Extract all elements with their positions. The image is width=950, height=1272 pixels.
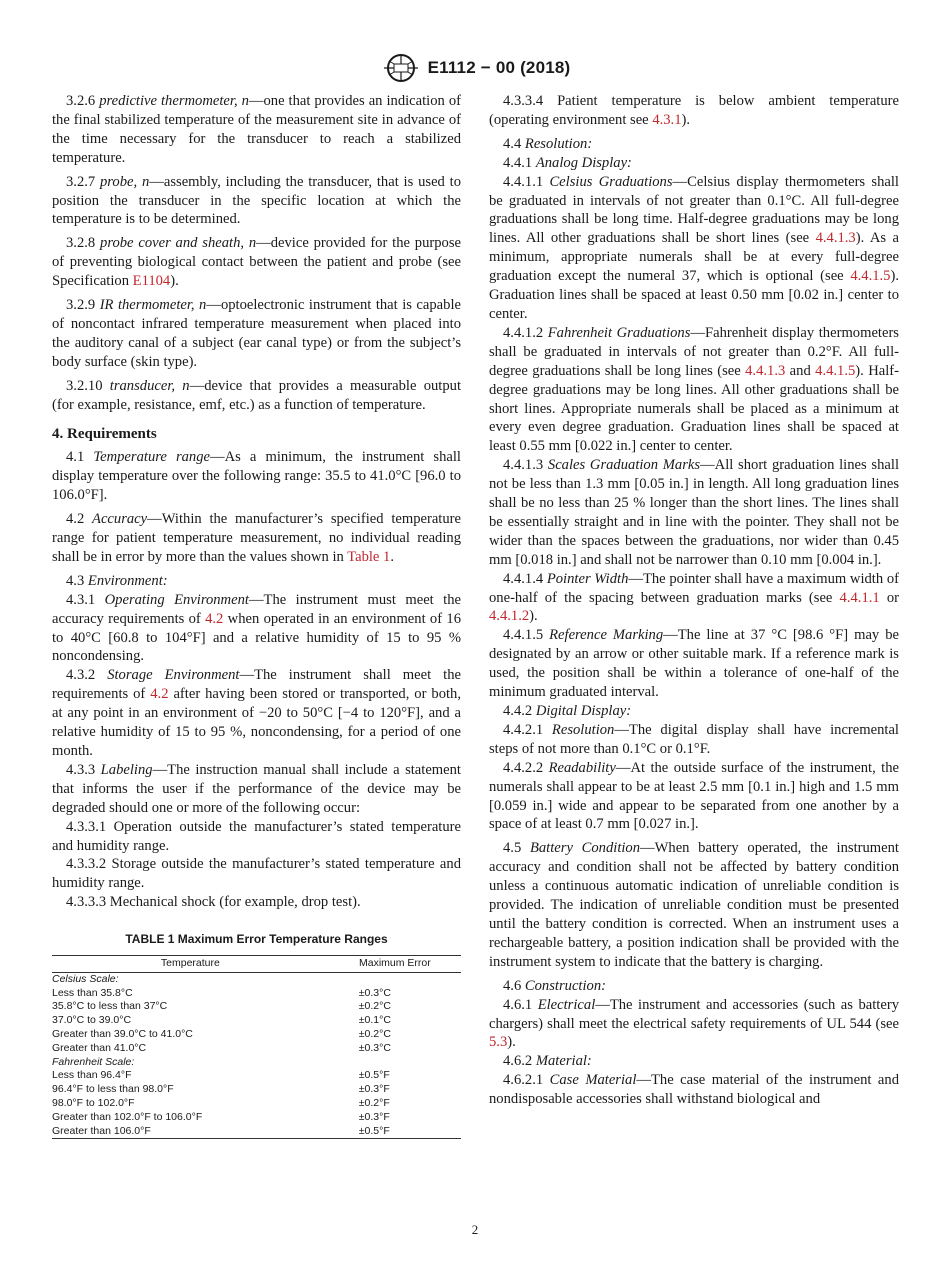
section-4-4-1-1: 4.4.1.1 Celsius Graduations—Celsius display thermometers shall be graduated in intervals of not greater than 0.1°C. All full-degree graduations shall be long time. Half-degree graduations may be long lines. All other graduations shall be short lines (see 4.4.1.3). As a minimum, appropriate numerals shall be at every full-degree graduation except the numeral 37, which is optional (see 4.4.1.5). Graduation lines shall be spaced at least 0.50 mm [0.02 in.] center to center. — [489, 173, 899, 322]
celsius-scale-label: Celsius Scale: — [52, 972, 119, 985]
max-error-table — [52, 955, 461, 1139]
section-4-4-1-5: 4.4.1.5 Reference Marking—The line at 37 °C [98.6 °F] may be designated by an arrow or other suitable mark. If a reference mark is used, the position shall be within a tolerance of one-half of the minimum graduated interval. — [489, 627, 899, 701]
ref-link-table-1[interactable]: Table 1 — [347, 548, 391, 565]
table-1-title: TABLE 1 Maximum Error Temperature Ranges — [125, 932, 388, 947]
section-4-6-2: 4.6.2 Material: — [503, 1053, 592, 1070]
ref-link-4-4-1-5[interactable]: 4.4.1.5 — [815, 362, 856, 379]
ref-link-4-4-1-5[interactable]: 4.4.1.5 — [850, 268, 891, 285]
ref-link-4-2[interactable]: 4.2 — [205, 610, 224, 627]
section-4-3-2: 4.3.2 Storage Environment—The instrument shall meet the requirements of 4.2 after having been stored or transported, or both, at any point in an environment of −20 to 50°C [−4 to 120°F], and a relative humidity of 15 to 95 %, noncondensing, for a period of one month. — [52, 667, 461, 759]
table-row: Less than 35.8°C ±0.3°C — [52, 986, 391, 999]
page-header — [0, 52, 950, 84]
section-4-4-1: 4.4.1 Analog Display: — [503, 154, 632, 171]
section-4-3-3: 4.3.3 Labeling—The instruction manual shall include a statement that informs the user if the performance of the device may be degraded should one or more of the following occur: — [52, 761, 461, 816]
section-4-3-1: 4.3.1 Operating Environment—The instrument must meet the accuracy requirements of 4.2 when operated in an environment of 16 to 40°C [60.8 to 104°F] and a relative humidity of 15 to 95 % noncondensing. — [52, 591, 462, 665]
section-3-2-6: 3.2.6 predictive thermometer, n—one that provides an indication of the final stabilized temperature of the measurement site in advance of the time necessary for the transducer to reach a stabilized temperature. — [52, 93, 461, 166]
section-4-4-1-2: 4.4.1.2 Fahrenheit Graduations—Fahrenheit display thermometers shall be graduated in intervals of not greater than 0.2°F. All full-degree graduations shall be long lines (see 4.4.1.3 and 4.4.1.5). Half-degree graduations may be long lines. All other graduations shall be short lines. Appropriate numerals shall be placed as a minimum at every even degree graduation. Graduation lines shall be spaced at least 0.55 mm [0.022 in.] center to center. — [489, 324, 899, 455]
section-4-6-1: 4.6.1 Electrical—The instrument and accessories (such as battery chargers) shall meet the electrical safety requirements of UL 544 (see 5.3). — [489, 996, 899, 1051]
section-4-3-3-1: 4.3.3.1 Operation outside the manufacturer’s stated temperature and humidity range. — [52, 818, 461, 854]
ref-link-4-3-1[interactable]: 4.3.1 — [652, 111, 682, 128]
section-3-2-9: 3.2.9 IR thermometer, n—optoelectronic instrument that is capable of noncontact infrared temperature measurement when placed into the auditory canal of a subject (ear canal type) or from the subject’s body surface (skin type). — [52, 297, 461, 370]
section-4-6-2-1: 4.6.2.1 Case Material—The case material of the instrument and nondisposable accessories shall withstand biological and — [489, 1072, 899, 1108]
section-4-3: 4.3 Environment: — [66, 572, 168, 589]
table-row: Greater than 102.0°F to 106.0°F ±0.3°F — [52, 1110, 390, 1123]
page-number: 2 — [471, 1222, 479, 1237]
table-row: 35.8°C to less than 37°C ±0.2°C — [52, 1000, 391, 1013]
section-4-6: 4.6 Construction: — [503, 977, 606, 994]
section-4-4-1-4: 4.4.1.4 Pointer Width—The pointer shall have a maximum width of one-half of the spacing between graduation marks (see 4.4.1.1 or 4.4.1.2). — [489, 570, 900, 625]
section-3-2-8: 3.2.8 probe cover and sheath, n—device provided for the purpose of preventing biological contact between the patient and probe (see Specification E1104). — [52, 235, 462, 290]
section-4-4-2: 4.4.2 Digital Display: — [503, 703, 632, 719]
table-row: 98.0°F to 102.0°F ±0.2°F — [52, 1097, 390, 1110]
section-4-2: 4.2 Accuracy—Within the manufacturer’s specified temperature range for patient temperature measurement, no individual reading shall be in error by more than the values shown in Table 1. — [52, 511, 461, 565]
requirements-heading: 4. Requirements — [52, 425, 157, 442]
astm-logo-icon — [380, 52, 422, 84]
section-4-3-3-4: 4.3.3.4 Patient temperature is below ambient temperature (operating environment see 4.3.1). — [489, 93, 899, 128]
table-row: Greater than 39.0°C to 41.0°C ±0.2°C — [52, 1028, 391, 1041]
right-column — [489, 92, 899, 1109]
col-header-max-error: Maximum Error — [329, 956, 461, 973]
section-3-2-7: 3.2.7 probe, n—assembly, including the transducer, that is used to position the transducer in the specific location at which the temperature is to be determined. — [52, 173, 461, 228]
section-4-4: 4.4 Resolution: — [503, 135, 593, 152]
col-header-temperature: Temperature — [52, 956, 329, 973]
ref-link-4-4-1-3[interactable]: 4.4.1.3 — [815, 230, 856, 247]
table-row: Less than 96.4°F ±0.5°F — [52, 1069, 390, 1082]
ref-link-4-4-1-2[interactable]: 4.4.1.2 — [489, 608, 530, 625]
table-row: Greater than 106.0°F ±0.5°F — [52, 1125, 461, 1139]
fahrenheit-scale-label: Fahrenheit Scale: — [52, 1055, 135, 1068]
ref-link-4-2[interactable]: 4.2 — [150, 686, 169, 703]
ref-link-4-4-1-3[interactable]: 4.4.1.3 — [745, 362, 786, 379]
section-4-1: 4.1 Temperature range—As a minimum, the instrument shall display temperature over the following range: 35.5 to 41.0°C [96.0 to 106.0°F]. — [52, 449, 461, 504]
left-column — [52, 92, 461, 1139]
table-row: 96.4°F to less than 98.0°F ±0.3°F — [52, 1083, 390, 1096]
ref-link-e1104[interactable]: E1104 — [132, 273, 171, 290]
table-row: Greater than 41.0°C ±0.3°C — [52, 1041, 391, 1054]
ref-link-4-4-1-1[interactable]: 4.4.1.1 — [839, 589, 880, 606]
section-3-2-10: 3.2.10 transducer, n—device that provides a measurable output (for example, resistance, emf, etc.) as a function of temperature. — [52, 377, 461, 413]
section-4-5: 4.5 Battery Condition—When battery operated, the instrument accuracy and condition shall not be affected by battery condition unless a continuous automatic indication of unreliable condition is provided. The indication of unreliable condition must be presented until the battery condition is corrected. When an instrument uses a rechargeable battery, a position indication shall be provided with the instrument system to indicate that the battery is charging. — [489, 840, 899, 970]
section-4-3-3-3: 4.3.3.3 Mechanical shock (for example, drop test). — [66, 894, 361, 911]
table-row: 37.0°C to 39.0°C ±0.1°C — [52, 1014, 391, 1027]
document-id: E1112 − 00 (2018) — [427, 58, 571, 77]
section-4-4-2-1: 4.4.2.1 Resolution—The digital display shall have incremental steps of not more than 0.1°C or 0.1°F. — [489, 721, 899, 757]
section-4-3-3-2: 4.3.3.2 Storage outside the manufacturer’s stated temperature and humidity range. — [52, 856, 462, 892]
ref-link-5-3[interactable]: 5.3 — [489, 1034, 508, 1051]
section-4-4-2-2: 4.4.2.2 Readability—At the outside surface of the instrument, the numerals shall appear to be at least 2.5 mm [0.1 in.] high and 1.5 mm [0.059 in.] wide and appear to be separated from one another by a space of at least 0.7 mm [0.027 in.]. — [489, 759, 899, 833]
section-4-4-1-3: 4.4.1.3 Scales Graduation Marks—All short graduation lines shall not be less than 1.3 mm [0.05 in.] in length. All long graduation lines shall be no less than 25 % longer than the short lines. The lines shall be essentially straight and in line with the pointer. They shall not be wider than the spaces between the graduations, nor wider than 0.45 mm [0.018 in.] and shall not be narrower than 0.10 mm [0.004 in.]. — [489, 457, 899, 568]
